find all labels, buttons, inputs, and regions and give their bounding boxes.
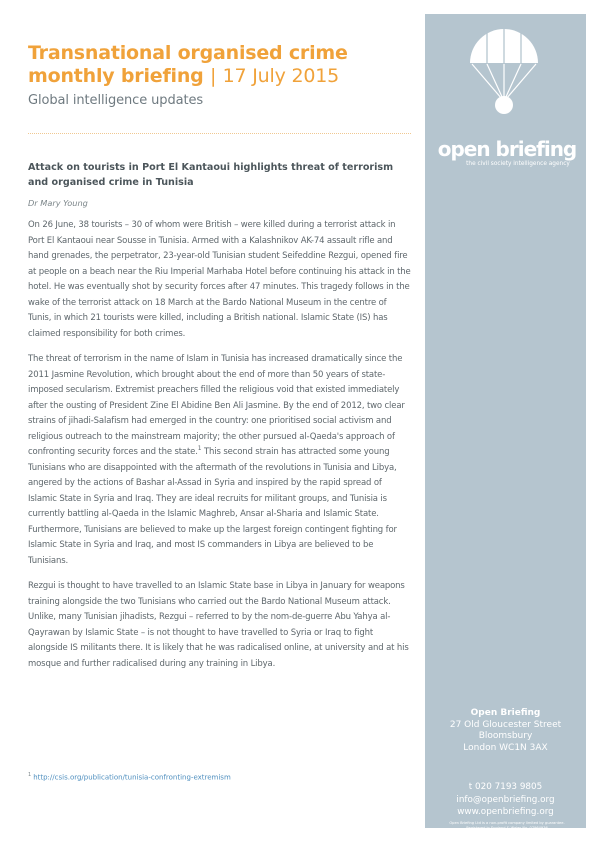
contact-details bbox=[425, 781, 586, 819]
address-line-3: London WC1N 3AX bbox=[463, 742, 548, 753]
report-title-line-1: Transnational organised crime bbox=[28, 42, 348, 64]
footnote bbox=[28, 772, 231, 781]
brand-tagline: the civil society intelligence agency bbox=[466, 161, 570, 167]
email-link[interactable]: info@openbriefing.org bbox=[456, 794, 555, 805]
sidebar bbox=[425, 14, 586, 828]
paragraph-2-continued: This second strain has attracted some young Tunisians who are disappointed with the aftermath of the revolutions in Tunisia and Libya, angered by the actions of Bashar al-Assad in Syria and inspired by the rapid spread of Islamic State in Syria and Iraq. They are ideal recruits for militant groups, and Tunisia is currently battling al-Qaeda in the Islamic Maghreb, Ansar al-Sharia and Islamic State. Furthermore, Tunisians are believed to make up the largest foreign contingent fighting for Islamic State in Syria and Iraq, and most IS commanders in Libya are believed to be Tunisians. bbox=[28, 447, 397, 566]
article-paragraph-1: On 26 June, 38 tourists – 30 of whom were British – were killed during a terrorist attack in Port El Kantaoui near Sousse in Tunisia. Armed with a Kalashnikov AK-74 assault rifle and hand grenades, the perpetrator, 23-year-old Tunisian student Seifeddine Rezgui, opened fire at people on a beach near the Riu Imperial Marhaba Hotel before continuing his attack in the hotel. He was eventually shot by security forces after 47 minutes. This tragedy follows in the wake of the terrorist attack on 18 March at the Bardo National Museum in the centre of Tunis, in which 21 tourists were killed, including a British national. Islamic State (IS) has claimed responsibility for both crimes. bbox=[28, 220, 411, 339]
header-divider bbox=[28, 133, 411, 134]
phone-number: t 020 7193 9805 bbox=[468, 782, 543, 792]
article-paragraph-2 bbox=[28, 352, 411, 569]
website-link[interactable]: www.openbriefing.org bbox=[457, 807, 554, 817]
parachute-logo-icon bbox=[468, 27, 540, 117]
legal-line-2: Registered in England & Wales No. 07964936 bbox=[466, 826, 548, 830]
report-title-line-2 bbox=[28, 65, 408, 88]
report-header bbox=[28, 42, 408, 108]
legal-line-1: Open Briefing Ltd is a non-profit company limited by guarantee. bbox=[449, 821, 565, 825]
footnote-reference[interactable]: 1 bbox=[197, 445, 202, 453]
paragraph-2-text: The threat of terrorism in the name of Islam in Tunisia has increased dramatically since the 2011 Jasmine Revolution, which brought about the end of more than 50 years of state-imposed secularism. Extremist preachers filled the religious void that existed immediately after the ousting of President Zine El Abidine Ben Ali Jasmine. By the end of 2012, two clear strains of jihadi-Salafism had emerged in the country: one prioritised social activism and religious outreach to the mainstream majority; the other pursued al-Qaeda's approach of confronting security forces and the state. bbox=[28, 354, 405, 457]
brand-name: open briefing bbox=[437, 137, 577, 161]
address-line-1: 27 Old Gloucester Street bbox=[449, 719, 562, 730]
footnote-marker: 1 bbox=[28, 772, 32, 778]
article-headline: Attack on tourists in Port El Kantaoui highlights threat of terrorism and organised crime in Tunisia bbox=[28, 162, 394, 188]
legal-notice bbox=[431, 821, 583, 831]
postal-address bbox=[425, 708, 586, 754]
report-date: 17 July 2015 bbox=[222, 65, 340, 87]
article-author: Dr Mary Young bbox=[28, 198, 88, 208]
article bbox=[28, 160, 411, 672]
report-subtitle: Global intelligence updates bbox=[28, 93, 204, 108]
article-paragraph-3: Rezgui is thought to have travelled to an Islamic State base in Libya in January for weapons training alongside the two Tunisians who carried out the Bardo National Museum attack. Unlike, many Tunisian jihadists, Rezgui – referred to by the nom-de-guerre Abu Yahya al-Qayrawan by Islamic State – is not thought to have travelled to Syria or Iraq to fight alongside IS militants there. It is likely that he was radicalised online, at university and at his mosque and further radicalised during any training in Libya. bbox=[28, 581, 409, 669]
report-title-main: monthly briefing bbox=[28, 65, 204, 87]
footnote-link[interactable]: http://csis.org/publication/tunisia-confronting-extremism bbox=[33, 773, 231, 782]
title-separator: | bbox=[210, 65, 217, 87]
address-line-2: Bloomsbury bbox=[478, 731, 533, 741]
address-organisation: Open Briefing bbox=[470, 708, 541, 718]
